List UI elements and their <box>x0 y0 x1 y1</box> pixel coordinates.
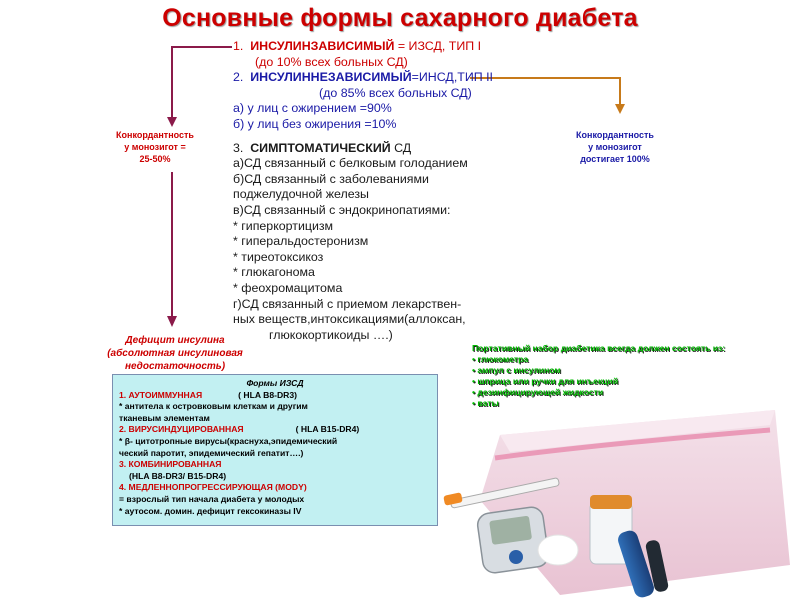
form2-hla: ( HLA B15-DR4) <box>295 424 360 435</box>
form1-desc: * антитела к островковым клеткам и другим <box>119 401 308 412</box>
kit-item: • дезинфицирующей жидкости <box>472 387 604 397</box>
kit-item: • ваты <box>472 398 499 408</box>
concordance-right <box>555 129 675 165</box>
item3-line: а)СД связанный с белковым голоданием <box>233 156 468 171</box>
left-arrowhead-top <box>167 117 177 127</box>
item3-rest: СД <box>390 140 412 155</box>
item3-line: * глюкагонома <box>233 265 315 280</box>
item3-line: б)СД связанный с заболеваниями <box>233 171 429 186</box>
page-title: Основные формы сахарного диабета <box>162 4 638 32</box>
left-arrow <box>172 47 232 120</box>
concordance-right-line: у монозигот <box>588 142 642 152</box>
form4-desc: = взрослый тип начала диабета у молодых <box>119 493 305 504</box>
form4-desc: * аутосом. домин. дефицит гексокиназы IV <box>119 505 302 516</box>
form2-desc: ческий паротит, эпидемический гепатит….) <box>119 447 304 458</box>
item1-note: (до 10% всех больных СД) <box>255 54 408 69</box>
item2-rest: =ИНСД,ТИП II <box>411 70 493 85</box>
concordance-right-line: достигает 100% <box>580 154 650 164</box>
item3-line: поджелудочной железы <box>233 187 369 202</box>
deficit-line: недостаточность) <box>124 361 226 372</box>
item2-note: (до 85% всех больных СД) <box>319 85 472 100</box>
concordance-left <box>95 129 215 165</box>
portable-kit-list <box>472 343 772 409</box>
item1-number: 1. <box>233 39 244 53</box>
item3-line: * гиперальдостеронизм <box>233 234 369 249</box>
form3-label: 3. КОМБИНИРОВАННАЯ <box>119 459 222 470</box>
form2-label: 2. ВИРУСИНДУЦИРОВАННАЯ <box>119 424 244 435</box>
diabetic-kit-photo <box>440 390 800 600</box>
item3-line: глюкокортикоиды ….) <box>269 327 393 342</box>
diabetes-forms-list <box>233 39 513 343</box>
form1-hla: ( HLA B8-DR3) <box>238 389 298 400</box>
form1-label: 1. АУТОИММУННАЯ <box>119 389 203 400</box>
item2-name: ИНСУЛИННЕЗАВИСИМЫЙ <box>250 70 412 85</box>
kit-heading: Портативный набор диабетика всегда должен состоять из: <box>472 343 726 353</box>
item3-name: СИМПТОМАТИЧЕСКИЙ <box>250 140 391 155</box>
item3-line: г)СД связанный с приемом лекарствен- <box>233 296 462 311</box>
item1-rest: = ИЗСД, ТИП I <box>394 39 482 53</box>
iszd-box-title: Формы ИЗСД <box>246 378 304 388</box>
item3-line: в)СД связанный с эндокринопатиями: <box>233 202 451 217</box>
item3-line: * феохромацитома <box>233 280 343 295</box>
concordance-left-line: Конкордантность <box>116 130 194 140</box>
form1-desc: тканевым элементам <box>119 412 210 423</box>
concordance-right-line: Конкордантность <box>576 130 654 140</box>
kit-item: • ампул с инсулином <box>472 365 561 375</box>
form3-hla: (HLA B8-DR3/ B15-DR4) <box>129 470 227 481</box>
item3-number: 3. <box>233 140 244 155</box>
item3-line: ных веществ,интоксикациями(аллоксан, <box>233 312 466 327</box>
concordance-left-line: у монозигот = <box>124 142 186 152</box>
item3-line: * тиреотоксикоз <box>233 249 324 264</box>
item2-number: 2. <box>233 70 244 85</box>
iszd-forms-box <box>112 374 438 526</box>
left-arrowhead-bottom <box>167 316 177 327</box>
item3-line: * гиперкортицизм <box>233 218 334 233</box>
form2-desc: * β- цитотропные вирусы(краснуха,эпидемический <box>119 435 338 446</box>
right-arrowhead <box>615 104 625 114</box>
deficit-line: Дефицит инсулина <box>125 335 225 346</box>
item2-b: б) у лиц без ожирения =10% <box>233 116 397 131</box>
kit-item: • шприца или ручки для инъекций <box>472 376 619 386</box>
item2-a: а) у лиц с ожирением =90% <box>233 101 392 116</box>
kit-item: • глюкометра <box>472 354 529 364</box>
item1-name: ИНСУЛИНЗАВИСИМЫЙ <box>250 39 395 53</box>
form4-label: 4. МЕДЛЕННОПРОГРЕССИРУЮЩАЯ (MODY) <box>119 482 307 493</box>
deficit-line: (абсолютная инсулиновая <box>107 348 243 359</box>
concordance-left-line: 25-50% <box>139 154 171 164</box>
insulin-deficit-label <box>100 334 250 373</box>
